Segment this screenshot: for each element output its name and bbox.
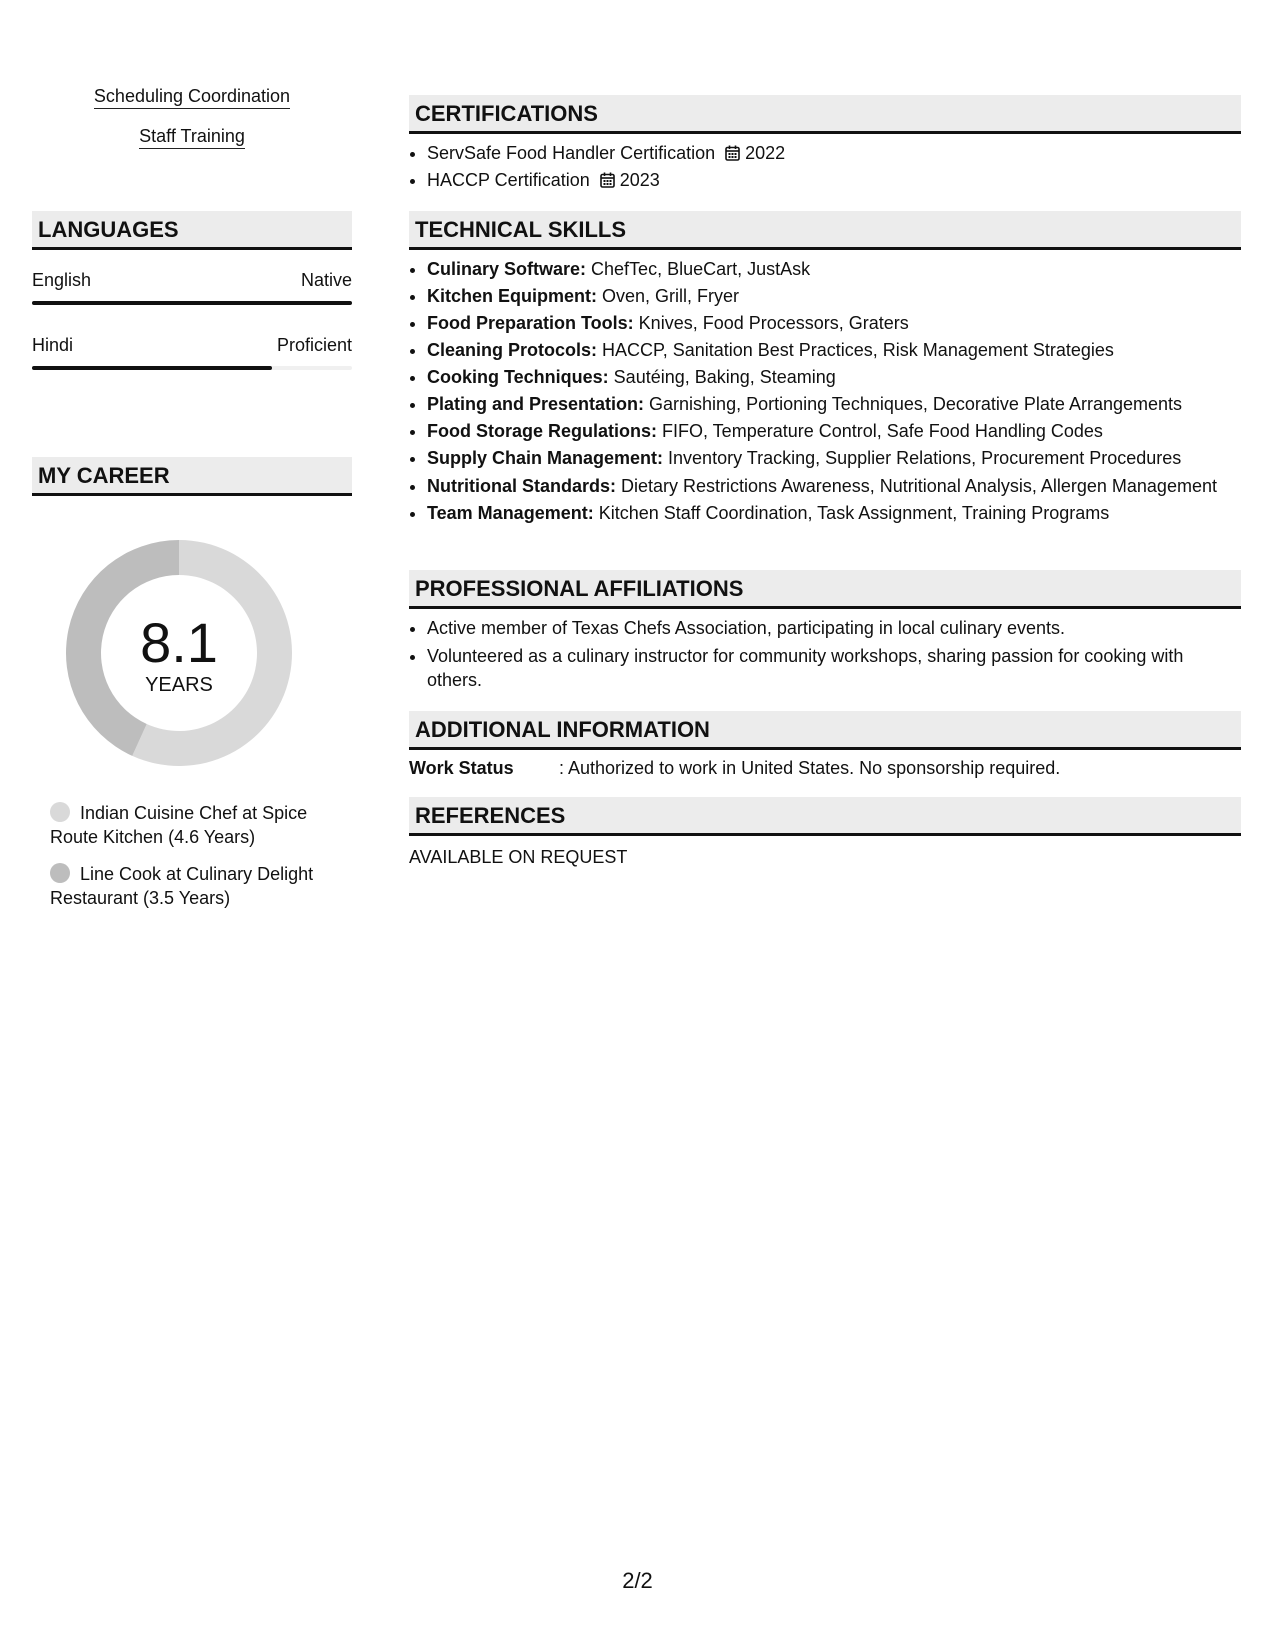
- section-title: CERTIFICATIONS: [409, 95, 1241, 134]
- career-entry: [50, 801, 340, 849]
- legend-swatch: [50, 802, 70, 822]
- language-name: Hindi: [32, 335, 74, 355]
- affiliations-section: [409, 570, 1241, 692]
- affiliation-text: Active member of Texas Chefs Association, participating in local culinary events.: [427, 618, 1065, 638]
- proficiency-bar: [32, 301, 352, 305]
- calendar-icon: [725, 145, 740, 161]
- proficiency-fill: [32, 366, 272, 370]
- section-title: PROFESSIONAL AFFILIATIONS: [409, 570, 1241, 609]
- work-status-value: : Authorized to work in United States. No sponsorship required.: [559, 758, 1061, 778]
- skill-value: Kitchen Staff Coordination, Task Assignment, Training Programs: [593, 503, 1110, 523]
- career-total-value: 8.1: [140, 611, 218, 674]
- skill-tag: Staff Training: [139, 126, 245, 149]
- career-total-unit: YEARS: [145, 674, 213, 696]
- career-entry-label: Line Cook at Culinary Delight Restaurant (3.5 Years): [50, 864, 314, 908]
- section-title: REFERENCES: [409, 797, 1241, 836]
- certification-item: [427, 140, 1241, 167]
- career-section: [32, 457, 352, 496]
- skill-item: [427, 310, 1241, 337]
- skill-value: Knives, Food Processors, Graters: [633, 313, 909, 333]
- skill-label: Supply Chain Management:: [427, 448, 664, 468]
- skill-label: Kitchen Equipment:: [427, 286, 597, 306]
- section-title: TECHNICAL SKILLS: [409, 211, 1241, 250]
- section-title: ADDITIONAL INFORMATION: [409, 711, 1241, 750]
- language-item: [32, 335, 352, 370]
- language-level: Proficient: [276, 335, 352, 355]
- skill-value: Sautéing, Baking, Steaming: [608, 367, 836, 387]
- skill-item: [427, 391, 1241, 418]
- certification-year: 2023: [619, 170, 660, 190]
- language-item: [32, 270, 352, 305]
- certification-name: HACCP Certification: [427, 170, 590, 190]
- section-title: LANGUAGES: [32, 211, 352, 250]
- additional-info-section: [409, 711, 1241, 779]
- affiliation-item: [427, 615, 1241, 642]
- skill-value: Oven, Grill, Fryer: [597, 286, 740, 306]
- skill-label: Food Preparation Tools:: [427, 313, 634, 333]
- skill-item: [427, 418, 1241, 445]
- skill-value: Garnishing, Portioning Techniques, Decorative Plate Arrangements: [644, 394, 1183, 414]
- career-donut: [66, 540, 292, 766]
- technical-skills-section: [409, 211, 1241, 527]
- skill-label: Plating and Presentation:: [427, 394, 645, 414]
- skill-value: HACCP, Sanitation Best Practices, Risk Management Strategies: [597, 340, 1114, 360]
- affiliation-text: Volunteered as a culinary instructor for community workshops, sharing passion for cooking with others.: [427, 646, 1184, 690]
- skill-item: [427, 256, 1241, 283]
- language-level: Native: [300, 270, 352, 290]
- legend-swatch: [50, 863, 70, 883]
- skill-label: Culinary Software:: [427, 259, 587, 279]
- skill-value: ChefTec, BlueCart, JustAsk: [586, 259, 811, 279]
- section-title: MY CAREER: [32, 457, 352, 496]
- work-status-label: Work Status: [409, 758, 514, 778]
- skill-label: Nutritional Standards:: [427, 476, 617, 496]
- skill-item: [427, 337, 1241, 364]
- proficiency-bar: [32, 366, 352, 370]
- career-legend: [50, 801, 340, 910]
- skill-value: Inventory Tracking, Supplier Relations, Procurement Procedures: [663, 448, 1182, 468]
- skills-continued: [32, 86, 352, 149]
- skill-value: Dietary Restrictions Awareness, Nutritional Analysis, Allergen Management: [616, 476, 1217, 496]
- work-status-row: [409, 758, 1241, 779]
- career-entry-label: Indian Cuisine Chef at Spice Route Kitchen (4.6 Years): [50, 803, 308, 847]
- languages-section: [32, 211, 352, 370]
- skill-label: Food Storage Regulations:: [427, 421, 658, 441]
- skill-item: [427, 445, 1241, 472]
- certification-name: ServSafe Food Handler Certification: [427, 143, 716, 163]
- proficiency-fill: [32, 301, 352, 305]
- skill-label: Cleaning Protocols:: [427, 340, 598, 360]
- calendar-icon: [600, 172, 615, 188]
- career-entry: [50, 862, 340, 910]
- references-text: AVAILABLE ON REQUEST: [409, 847, 628, 867]
- certifications-section: [409, 95, 1241, 194]
- language-name: English: [32, 270, 92, 290]
- career-total: [66, 611, 292, 697]
- skill-tag: Scheduling Coordination: [94, 86, 290, 109]
- references-section: [409, 797, 1241, 868]
- skill-item: [427, 472, 1241, 500]
- skill-item: [427, 283, 1241, 310]
- certification-item: [427, 167, 1241, 194]
- affiliation-item: [427, 642, 1241, 692]
- skill-value: FIFO, Temperature Control, Safe Food Handling Codes: [657, 421, 1103, 441]
- page-number: 2/2: [622, 1568, 653, 1593]
- skill-label: Cooking Techniques:: [427, 367, 609, 387]
- skill-item: [427, 500, 1241, 527]
- skill-item: [427, 364, 1241, 391]
- certification-year: 2022: [745, 143, 786, 163]
- skill-label: Team Management:: [427, 503, 594, 523]
